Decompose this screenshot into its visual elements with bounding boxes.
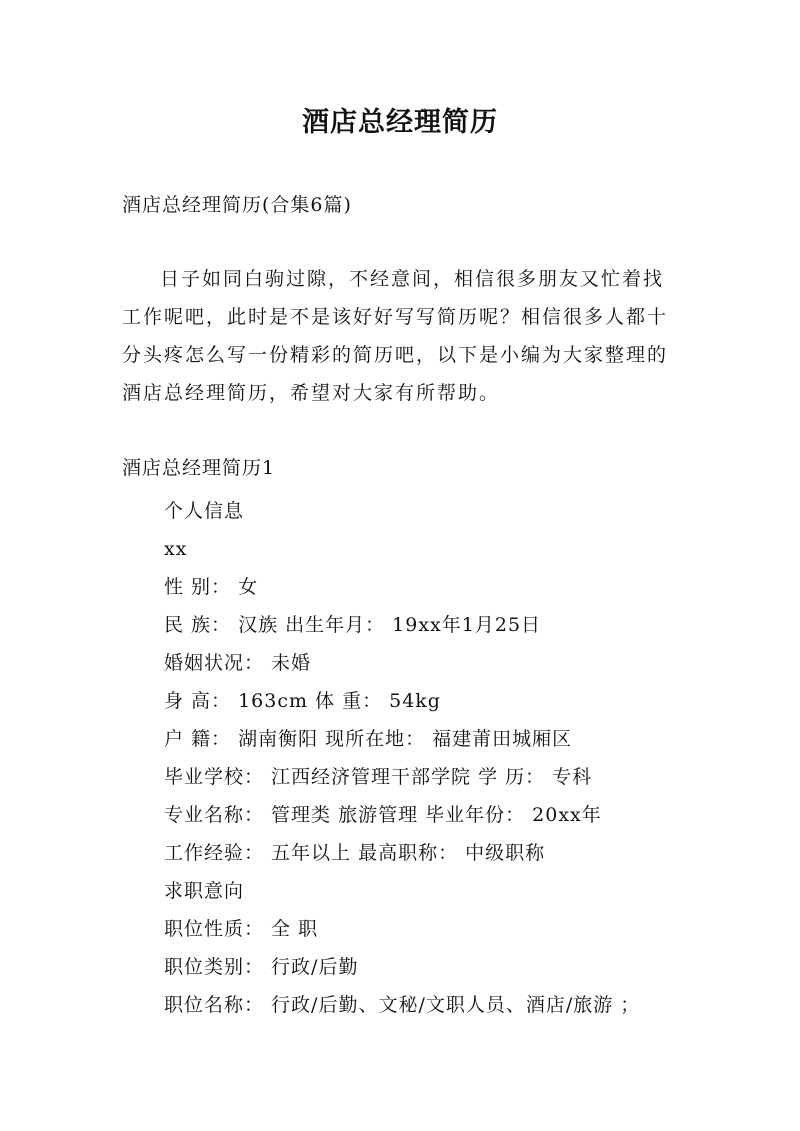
field-text: 婚姻状况： 未婚 bbox=[164, 652, 312, 674]
field-row bbox=[164, 568, 724, 606]
field-text: 性 别： 女 bbox=[164, 576, 259, 598]
field-text: 毕业学校： 江西经济管理干部学院 学 历： 专科 bbox=[164, 766, 593, 788]
field-text: 专业名称： 管理类 旅游管理 毕业年份： 20xx年 bbox=[164, 804, 602, 826]
field-text: 职位性质： 全 职 bbox=[164, 918, 319, 940]
intro-paragraph bbox=[122, 260, 692, 412]
field-text: 职位名称： 行政/后勤、文秘/文职人员、酒店/旅游 ； bbox=[164, 994, 641, 1016]
field-row bbox=[164, 834, 724, 872]
field-row bbox=[164, 986, 724, 1024]
field-text: 民 族： 汉族 出生年月： 19xx年1月25日 bbox=[164, 614, 542, 636]
field-row bbox=[164, 872, 724, 910]
field-text: 求职意向 bbox=[164, 880, 245, 902]
field-row bbox=[164, 606, 724, 644]
field-text: 个人信息 bbox=[164, 500, 245, 522]
field-text: xx bbox=[164, 538, 188, 560]
field-row bbox=[164, 644, 724, 682]
intro-line: 酒店总经理简历，希望对大家有所帮助。 bbox=[122, 382, 501, 404]
intro-line: 分头疼怎么写一份精彩的简历吧，以下是小编为大家整理的 bbox=[122, 344, 669, 366]
field-row bbox=[164, 758, 724, 796]
field-text: 职位类别： 行政/后勤 bbox=[164, 956, 359, 978]
field-text: 户 籍： 湖南衡阳 现所在地： 福建莆田城厢区 bbox=[164, 728, 573, 750]
field-row bbox=[164, 796, 724, 834]
field-text: 工作经验： 五年以上 最高职称： 中级职称 bbox=[164, 842, 546, 864]
section-title: 酒店总经理简历1 bbox=[122, 457, 276, 479]
resume-fields bbox=[164, 492, 724, 1024]
intro-line: 工作呢吧，此时是不是该好好写写简历呢？相信很多人都十 bbox=[122, 306, 669, 328]
field-row bbox=[164, 948, 724, 986]
field-row bbox=[164, 910, 724, 948]
field-row bbox=[164, 492, 724, 530]
document-subtitle: 酒店总经理简历(合集6篇) bbox=[122, 194, 352, 216]
document-title: 酒店总经理简历 bbox=[302, 107, 498, 138]
field-row bbox=[164, 682, 724, 720]
field-row bbox=[164, 530, 724, 568]
field-text: 身 高： 163cm 体 重： 54kg bbox=[164, 690, 441, 712]
intro-line: 日子如同白驹过隙，不经意间，相信很多朋友又忙着找 bbox=[160, 268, 665, 290]
field-row bbox=[164, 720, 724, 758]
